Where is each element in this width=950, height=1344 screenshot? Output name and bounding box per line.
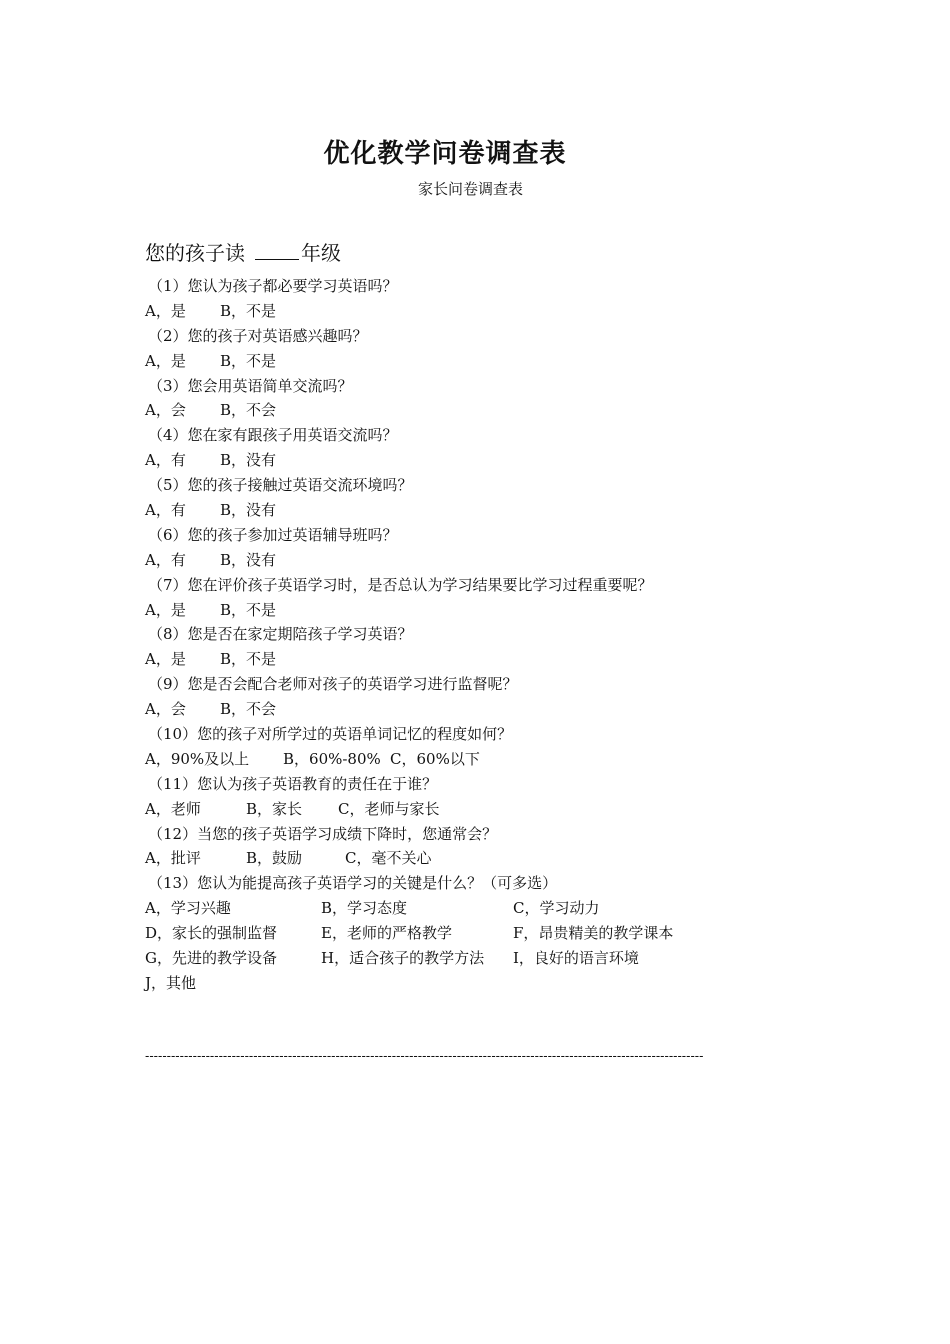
option-b[interactable]: B，没有 <box>220 451 277 470</box>
option-d[interactable]: D，家长的强制监督 <box>145 924 278 943</box>
question-9: （9）您是否会配合老师对孩子的英语学习进行监督呢？ <box>148 675 518 694</box>
dashed-separator: --------------------------------------------------------------------------------------------------------------------------------- <box>145 1048 704 1063</box>
question-13-options-row-2 <box>145 921 785 946</box>
option-b[interactable]: B，不会 <box>220 401 277 420</box>
option-a[interactable]: A，老师 <box>145 799 201 818</box>
option-c[interactable]: C，60%以下 <box>390 749 480 768</box>
grade-blank-field[interactable] <box>255 241 299 260</box>
option-b[interactable]: B，没有 <box>220 501 277 520</box>
question-7-options <box>145 598 785 623</box>
option-a[interactable]: A，学习兴趣 <box>145 899 231 918</box>
option-c[interactable]: C，老师与家长 <box>338 799 440 818</box>
question-2: （2）您的孩子对英语感兴趣吗？ <box>148 326 368 345</box>
option-g[interactable]: G，先进的教学设备 <box>145 949 277 968</box>
option-b[interactable]: B，没有 <box>220 550 277 569</box>
option-i[interactable]: I，良好的语言环境 <box>513 949 639 968</box>
question-13-options-row-1 <box>145 896 785 921</box>
question-10-options <box>145 747 785 772</box>
option-a[interactable]: A，会 <box>145 700 186 719</box>
grade-prefix: 您的孩子读 <box>145 241 245 265</box>
option-b[interactable]: B，不是 <box>220 301 277 320</box>
option-b[interactable]: B，鼓励 <box>246 849 303 868</box>
option-a[interactable]: A，会 <box>145 401 186 420</box>
option-a[interactable]: A，90%及以上 <box>145 749 250 768</box>
question-5: （5）您的孩子接触过英语交流环境吗？ <box>148 476 413 495</box>
page-title: 优化教学问卷调查表 <box>323 139 567 169</box>
question-2-options <box>145 349 785 374</box>
option-a[interactable]: A，是 <box>145 301 186 320</box>
option-a[interactable]: A，是 <box>145 351 186 370</box>
option-b[interactable]: B，不是 <box>220 650 277 669</box>
option-h[interactable]: H，适合孩子的教学方法 <box>321 949 485 968</box>
question-12: （12）当您的孩子英语学习成绩下降时，您通常会？ <box>148 824 498 843</box>
question-13-options-row-4 <box>145 971 785 996</box>
option-j[interactable]: J，其他 <box>145 973 197 992</box>
grade-suffix: 年级 <box>301 241 341 265</box>
question-3: （3）您会用英语简单交流吗？ <box>148 376 353 395</box>
option-a[interactable]: A，有 <box>145 550 186 569</box>
question-6-options <box>145 548 785 573</box>
option-a[interactable]: A，有 <box>145 501 186 520</box>
option-b[interactable]: B，家长 <box>246 799 303 818</box>
question-4-options <box>145 448 785 473</box>
question-11-options <box>145 797 785 822</box>
option-c[interactable]: C，学习动力 <box>513 899 600 918</box>
option-e[interactable]: E，老师的严格教学 <box>321 924 452 943</box>
option-b[interactable]: B，不是 <box>220 351 277 370</box>
question-13: （13）您认为能提高孩子英语学习的关键是什么？（可多选） <box>148 874 558 893</box>
option-b[interactable]: B，不是 <box>220 600 277 619</box>
grade-line <box>145 237 341 266</box>
option-b[interactable]: B，不会 <box>220 700 277 719</box>
question-7: （7）您在评价孩子英语学习时，是否总认为学习结果要比学习过程重要呢？ <box>148 575 653 594</box>
option-c[interactable]: C，毫不关心 <box>345 849 432 868</box>
question-3-options <box>145 398 785 423</box>
question-10: （10）您的孩子对所学过的英语单词记忆的程度如何？ <box>148 725 513 744</box>
question-6: （6）您的孩子参加过英语辅导班吗？ <box>148 525 398 544</box>
question-13-options-row-3 <box>145 946 785 971</box>
question-5-options <box>145 498 785 523</box>
option-a[interactable]: A，批评 <box>145 849 201 868</box>
option-b[interactable]: B，学习态度 <box>321 899 408 918</box>
question-1-options <box>145 299 785 324</box>
question-12-options <box>145 846 785 871</box>
question-11: （11）您认为孩子英语教育的责任在于谁？ <box>148 774 438 793</box>
page-subtitle: 家长问卷调查表 <box>418 180 524 198</box>
option-b[interactable]: B，60%-80% <box>283 749 381 768</box>
option-f[interactable]: F，昂贵精美的教学课本 <box>513 924 674 943</box>
question-list <box>145 274 785 996</box>
question-1: （1）您认为孩子都必要学习英语吗？ <box>148 277 398 295</box>
question-8-options <box>145 647 785 672</box>
question-8: （8）您是否在家定期陪孩子学习英语？ <box>148 625 413 644</box>
option-a[interactable]: A，是 <box>145 650 186 669</box>
question-4: （4）您在家有跟孩子用英语交流吗？ <box>148 426 398 445</box>
option-a[interactable]: A，有 <box>145 451 186 470</box>
question-9-options <box>145 697 785 722</box>
option-a[interactable]: A，是 <box>145 600 186 619</box>
